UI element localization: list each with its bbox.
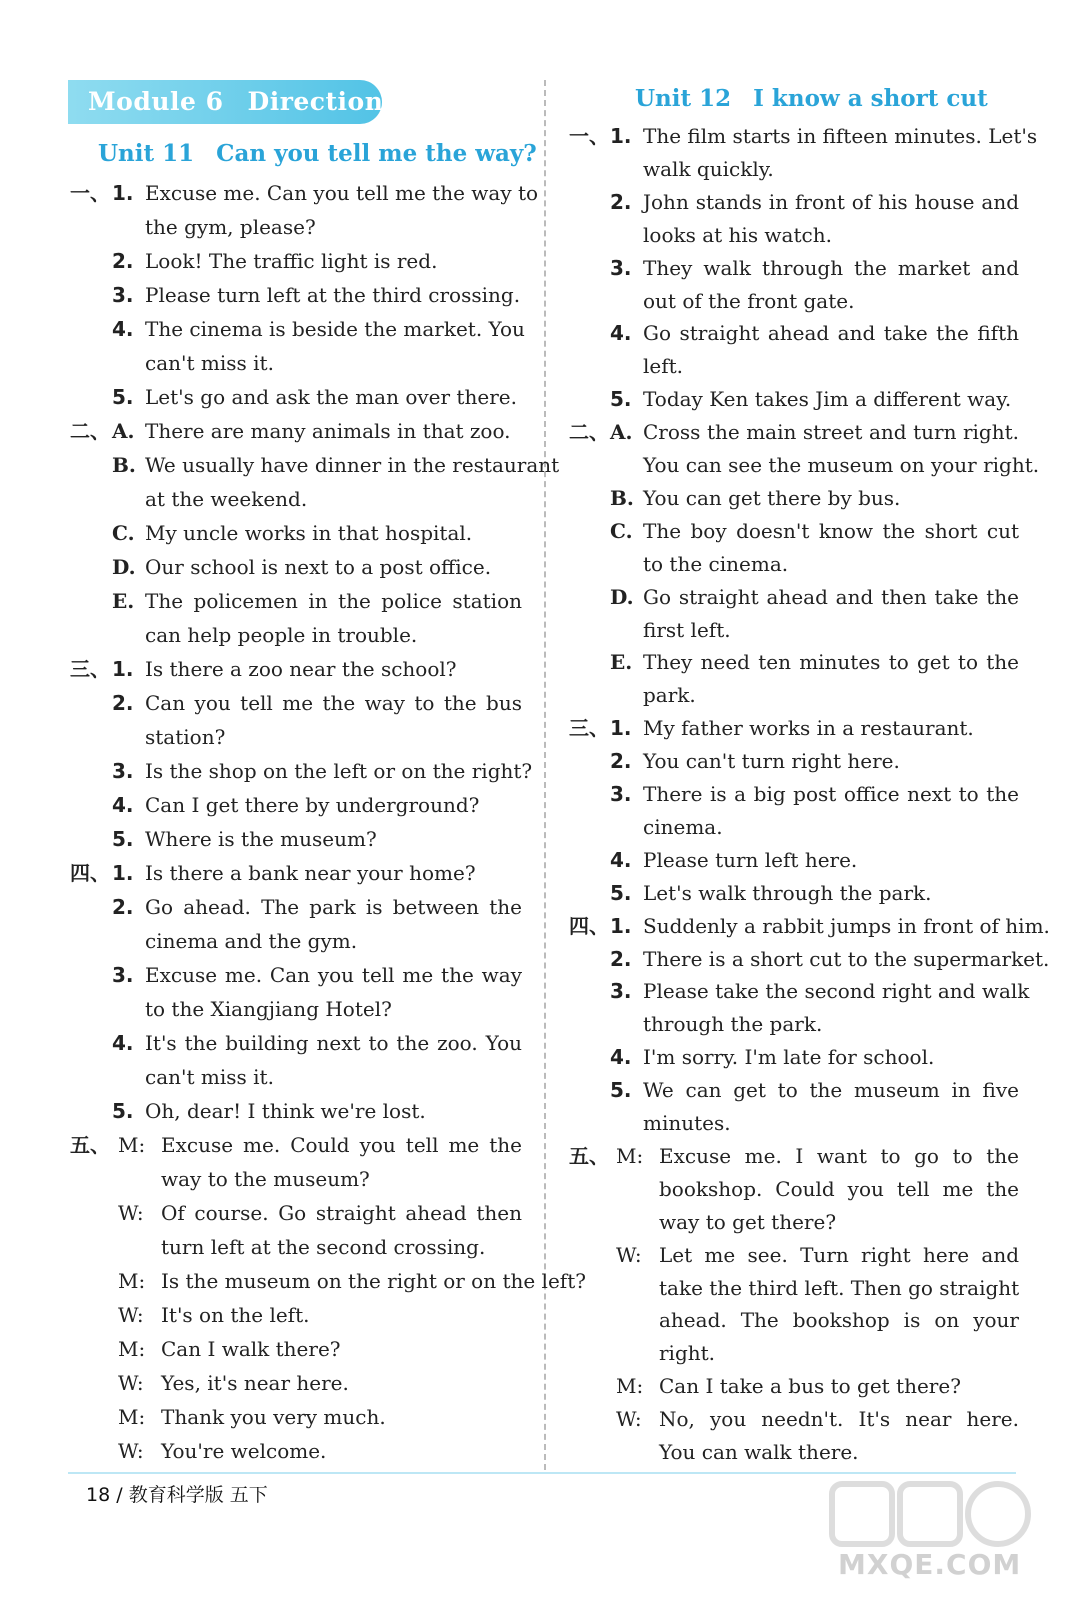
right-answer-line: There is a short cut to the supermarket.: [643, 946, 1050, 971]
right-item-marker: 2.: [610, 749, 632, 774]
right-answer-line: Go straight ahead and take the fifth: [643, 321, 1019, 346]
left-item-marker: 3.: [112, 759, 134, 783]
unit-12-label: Unit 12: [635, 85, 732, 112]
right-answer-line: Please take the second right and walk: [643, 979, 1030, 1004]
left-answer-line: way to the museum?: [161, 1167, 370, 1191]
right-section-marker-s2: 二、: [569, 420, 609, 445]
right-answer-line: through the park.: [643, 1012, 823, 1037]
left-item-marker: 3.: [112, 963, 134, 987]
left-answer-line: The cinema is beside the market. You: [145, 317, 525, 341]
left-section-marker-s3: 三、: [70, 657, 110, 681]
right-answer-line: Cross the main street and turn right.: [643, 420, 1019, 445]
left-answer-line: can't miss it.: [145, 1065, 274, 1089]
left-answer-line: Can I walk there?: [161, 1337, 341, 1361]
right-item-marker: 3.: [610, 255, 632, 280]
left-answer-line: Can you tell me the way to the bus: [145, 691, 522, 715]
right-item-marker: 1.: [610, 124, 632, 148]
unit-12-title: [635, 84, 988, 114]
right-item-marker: 1.: [610, 913, 632, 938]
right-answer-line: Suddenly a rabbit jumps in front of him.: [643, 913, 1050, 938]
right-answer-line: walk quickly.: [643, 156, 774, 181]
right-answer-line: Let's walk through the park.: [643, 880, 932, 905]
right-item-marker: 3.: [610, 782, 632, 806]
left-answer-line: My uncle works in that hospital.: [145, 521, 473, 545]
left-item-marker: 1.: [112, 181, 134, 205]
right-item-marker: 2.: [610, 946, 632, 971]
left-item-marker: 4.: [112, 793, 134, 817]
right-answer-line: You can see the museum on your right.: [643, 453, 1040, 477]
left-item-marker: 1.: [112, 657, 134, 681]
left-answer-line: Excuse me. Can you tell me the way to: [145, 181, 539, 205]
module-label: Module 6: [88, 87, 224, 116]
right-answer-line: They walk through the market and: [643, 255, 1019, 280]
module-title: [88, 82, 398, 122]
right-answer-line: The film starts in fifteen minutes. Let's: [643, 124, 1038, 148]
left-answer-line: It's the building next to the zoo. You: [145, 1031, 522, 1055]
left-answer-line: It's on the left.: [161, 1303, 310, 1327]
right-answer-line: Let me see. Turn right here and: [659, 1242, 1019, 1267]
left-item-marker: W:: [118, 1439, 144, 1463]
left-answer-line: Is the museum on the right or on the left?: [161, 1269, 586, 1293]
left-section-marker-s2: 二、: [70, 419, 110, 443]
left-item-marker: 2.: [112, 249, 134, 273]
right-section-marker-s5: 五、: [569, 1143, 609, 1168]
left-item-marker: M:: [118, 1337, 146, 1361]
unit-11-label: Unit 11: [98, 140, 195, 167]
right-answer-line: I'm sorry. I'm late for school.: [643, 1045, 935, 1070]
right-answer-line: out of the front gate.: [643, 288, 855, 313]
right-section-marker-s3: 三、: [569, 716, 609, 741]
left-item-marker: W:: [118, 1303, 144, 1327]
right-item-marker: 2.: [610, 189, 632, 214]
right-answer-line: bookshop. Could you tell me the: [659, 1176, 1019, 1201]
left-item-marker: M:: [118, 1133, 146, 1157]
right-answer-line: Excuse me. I want to go to the: [659, 1143, 1019, 1168]
right-section-marker-s4: 四、: [569, 913, 609, 938]
right-answer-line: park.: [643, 683, 696, 708]
right-item-marker: W:: [616, 1407, 642, 1432]
left-item-marker: D.: [112, 555, 136, 579]
left-item-marker: W:: [118, 1201, 144, 1225]
left-answer-line: at the weekend.: [145, 487, 308, 511]
left-item-marker: 4.: [112, 1031, 134, 1055]
left-item-marker: 5.: [112, 385, 134, 409]
right-answer-line: first left.: [643, 617, 731, 642]
left-answer-line: We usually have dinner in the restaurant: [145, 453, 560, 477]
left-answer-line: Where is the museum?: [145, 827, 377, 851]
left-answer-line: The policemen in the police station: [145, 589, 522, 613]
watermark-text: MXQE.COM: [838, 1548, 1022, 1581]
left-answer-line: You're welcome.: [161, 1439, 327, 1463]
right-answer-line: cinema.: [643, 814, 723, 839]
right-answer-line: ahead. The bookshop is on your: [659, 1308, 1019, 1333]
left-answer-line: Of course. Go straight ahead then: [161, 1201, 522, 1225]
right-answer-line: to the cinema.: [643, 551, 789, 576]
right-answer-line: minutes.: [643, 1111, 731, 1135]
left-item-marker: W:: [118, 1371, 144, 1395]
right-section-marker-s1: 一、: [569, 124, 609, 148]
right-answer-line: left.: [643, 354, 684, 379]
right-answer-line: Please turn left here.: [643, 847, 858, 872]
unit-12-name: I know a short cut: [753, 85, 988, 112]
right-item-marker: 3.: [610, 979, 632, 1004]
page-number: 18: [86, 1484, 111, 1506]
column-divider: [544, 80, 546, 1470]
right-item-marker: A.: [610, 420, 633, 445]
unit-11-name: Can you tell me the way?: [216, 140, 537, 167]
left-answer-line: Is the shop on the left or on the right?: [145, 759, 533, 783]
module-name: Directions: [247, 87, 398, 116]
right-answer-line: right.: [659, 1341, 716, 1366]
right-answer-line: You can get there by bus.: [643, 485, 901, 510]
left-answer-line: turn left at the second crossing.: [161, 1235, 486, 1259]
right-answer-line: take the third left. Then go straight: [659, 1275, 1020, 1300]
right-answer-line: Today Ken takes Jim a different way.: [643, 387, 1012, 412]
left-answer-line: Yes, it's near here.: [161, 1371, 349, 1395]
left-item-marker: M:: [118, 1405, 146, 1429]
right-answer-line: You can't turn right here.: [643, 749, 900, 774]
right-answer-line: They need ten minutes to get to the: [643, 650, 1019, 675]
left-section-marker-s1: 一、: [70, 181, 110, 205]
right-item-marker: E.: [610, 650, 633, 675]
left-item-marker: B.: [112, 453, 136, 477]
left-answer-line: cinema and the gym.: [145, 929, 358, 953]
right-item-marker: 5.: [610, 1078, 632, 1103]
left-item-marker: 5.: [112, 1099, 134, 1123]
right-item-marker: 1.: [610, 716, 632, 741]
right-item-marker: D.: [610, 584, 634, 609]
left-item-marker: E.: [112, 589, 135, 613]
right-answer-line: John stands in front of his house and: [643, 189, 1019, 214]
right-item-marker: B.: [610, 485, 634, 510]
left-answer-line: can help people in trouble.: [145, 623, 418, 647]
right-answer-line: You can walk there.: [659, 1440, 859, 1464]
left-item-marker: M:: [118, 1269, 146, 1293]
right-item-marker: 4.: [610, 847, 632, 872]
left-item-marker: 3.: [112, 283, 134, 307]
left-answer-line: Can I get there by underground?: [145, 793, 480, 817]
right-item-marker: M:: [616, 1374, 644, 1399]
footer: [86, 1480, 268, 1510]
left-answer-line: Let's go and ask the man over there.: [145, 385, 517, 409]
left-item-marker: 5.: [112, 827, 134, 851]
left-answer-line: Look! The traffic light is red.: [145, 249, 438, 273]
left-answer-line: There are many animals in that zoo.: [145, 419, 511, 443]
left-answer-line: Go ahead. The park is between the: [145, 895, 522, 919]
right-answer-line: We can get to the museum in five: [643, 1078, 1019, 1103]
right-item-marker: 5.: [610, 880, 632, 905]
left-answer-line: Our school is next to a post office.: [145, 555, 492, 579]
right-answer-line: No, you needn't. It's near here.: [659, 1407, 1019, 1432]
left-item-marker: A.: [112, 419, 135, 443]
left-section-marker-s4: 四、: [70, 861, 110, 885]
left-item-marker: C.: [112, 521, 135, 545]
left-item-marker: 2.: [112, 895, 134, 919]
right-item-marker: 5.: [610, 387, 632, 412]
right-item-marker: C.: [610, 518, 633, 543]
left-answer-line: can't miss it.: [145, 351, 274, 375]
right-answer-line: Go straight ahead and then take the: [643, 584, 1019, 609]
right-answer-line: Can I take a bus to get there?: [659, 1374, 961, 1399]
right-item-marker: 4.: [610, 321, 632, 346]
left-answer-line: the gym, please?: [145, 215, 316, 239]
left-answer-line: Excuse me. Could you tell me the: [161, 1133, 522, 1157]
right-item-marker: W:: [616, 1242, 642, 1267]
footer-separator: /: [116, 1484, 123, 1506]
right-answer-line: looks at his watch.: [643, 222, 832, 247]
left-answer-line: Is there a bank near your home?: [145, 861, 476, 885]
left-answer-line: Oh, dear! I think we're lost.: [145, 1099, 426, 1123]
edition-label: 教育科学版 五下: [128, 1484, 268, 1506]
left-item-marker: 2.: [112, 691, 134, 715]
right-answer-line: way to get there?: [659, 1209, 837, 1234]
left-answer-line: Thank you very much.: [161, 1405, 386, 1429]
right-answer-line: The boy doesn't know the short cut: [643, 518, 1019, 543]
right-item-marker: 4.: [610, 1045, 632, 1070]
left-answer-line: to the Xiangjiang Hotel?: [145, 997, 392, 1021]
right-answer-line: There is a big post office next to the: [643, 782, 1019, 806]
left-answer-line: Please turn left at the third crossing.: [145, 283, 521, 307]
left-answer-line: station?: [145, 725, 226, 749]
unit-11-title: [98, 139, 537, 169]
left-item-marker: 4.: [112, 317, 134, 341]
right-answer-line: My father works in a restaurant.: [643, 716, 974, 741]
left-answer-line: Is there a zoo near the school?: [145, 657, 457, 681]
left-section-marker-s5: 五、: [70, 1133, 110, 1157]
footer-rule: [68, 1472, 1016, 1474]
left-item-marker: 1.: [112, 861, 134, 885]
right-item-marker: M:: [616, 1143, 644, 1168]
left-answer-line: Excuse me. Can you tell me the way: [145, 963, 522, 987]
